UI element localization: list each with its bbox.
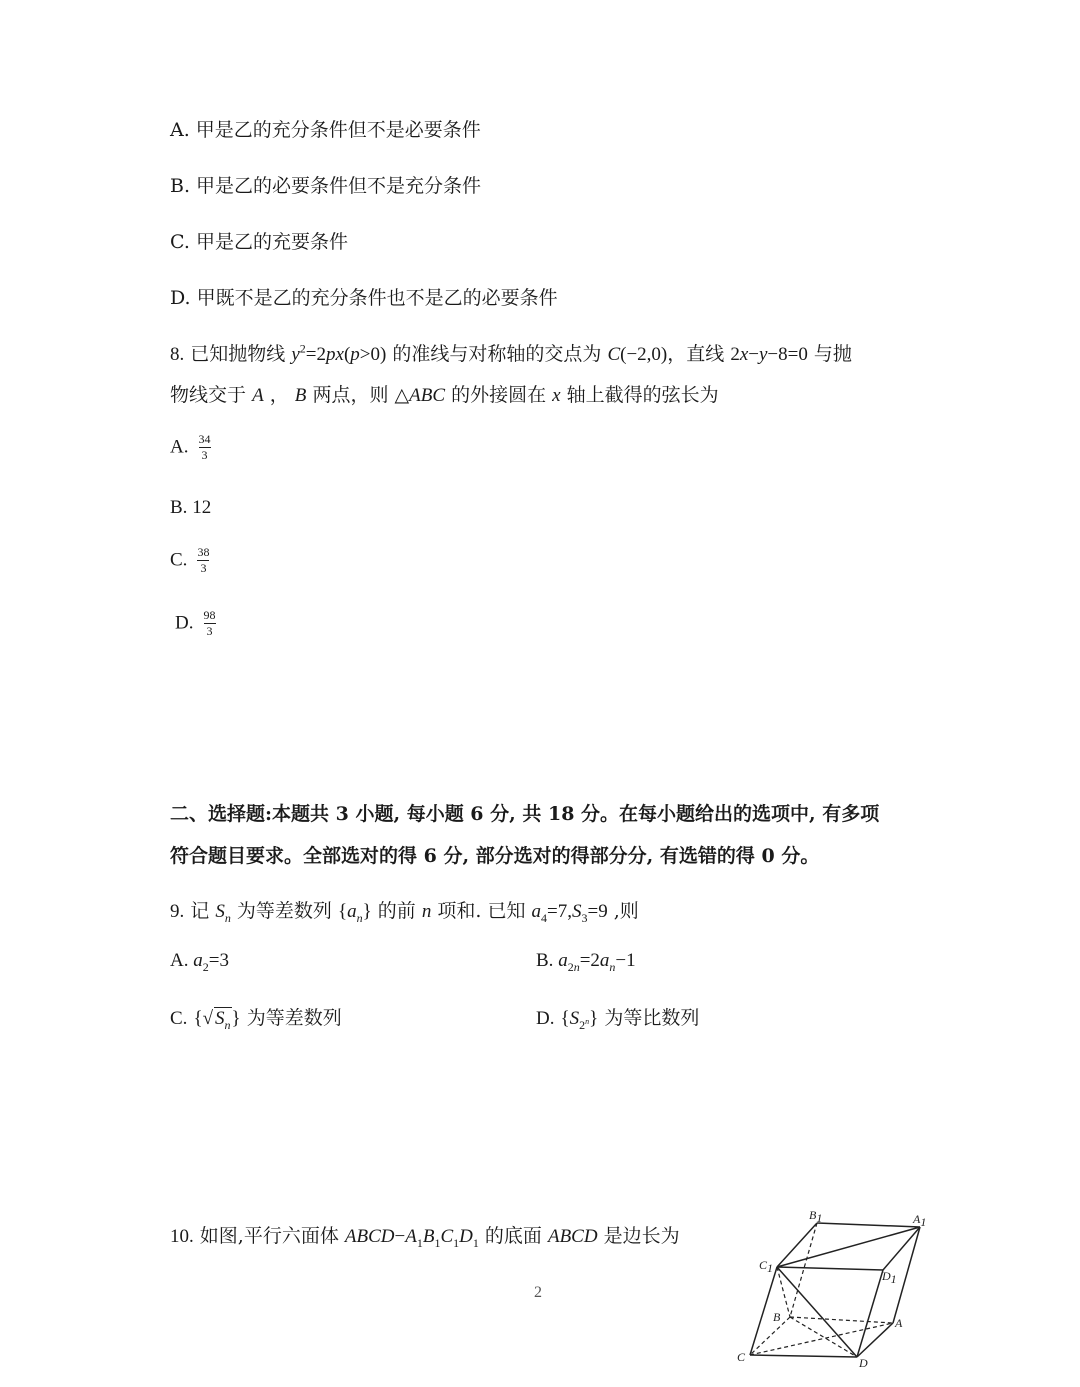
q9-option-a: A. $a_2=3$ <box>170 950 229 974</box>
q8-text: 物线交于 <box>170 384 247 406</box>
q9-text: ,则 <box>613 900 639 922</box>
q9-option-b: B. $a_{2n}=2a_n-1$ <box>536 950 636 974</box>
q7-option-c: C. 甲是乙的充要条件 <box>170 231 348 253</box>
q7-option-b: B. 甲是乙的必要条件但不是充分条件 <box>170 175 482 197</box>
q8-option-c: C. $\frac{38}{3}$ <box>170 545 210 575</box>
q8-stem-line2 <box>170 380 719 407</box>
q8-stem-line1 <box>170 339 852 366</box>
q9-sequence: $\{a_n\}$ <box>337 901 372 925</box>
q9-n: n <box>421 901 432 922</box>
q9-text: 为等差数列 <box>236 900 332 922</box>
q8-option-d: D. $\frac{98}{3}$ <box>175 608 216 638</box>
q9-given: $a_4=7,S_3=9$ <box>531 901 608 925</box>
q9-text: 项和. 已知 <box>437 900 526 922</box>
label-b1: B1 <box>809 1208 823 1225</box>
diag-c1-d <box>777 1267 857 1357</box>
label-a: A <box>895 1316 903 1330</box>
q8-point-a: A <box>252 385 264 406</box>
q9-text: 的前 <box>377 900 416 922</box>
q9-sn: $S_n$ <box>215 901 231 925</box>
q9-option-c: C. {√ $S_n$} 为等差数列 <box>170 1007 342 1032</box>
fraction: $\frac{38}{3}$ <box>197 545 210 575</box>
page-number: 2 <box>534 1284 542 1301</box>
q8-text: 已知抛物线 <box>190 343 286 365</box>
q10-text: 的底面 <box>484 1225 542 1247</box>
hidden-edge-b-a <box>790 1317 893 1323</box>
q8-text: 与抛 <box>813 343 852 365</box>
q8-point-c: C(−2,0) <box>607 344 668 365</box>
label-d1: D1 <box>882 1269 897 1286</box>
label-d: D <box>859 1356 868 1370</box>
q8-option-b: B. 12 <box>170 497 212 518</box>
q9-sqrt-sequence: {√ $S_n$} <box>193 1008 241 1032</box>
q9-stem: 9. 记 $S_n$ 为等差数列 $\{a_n\}$ 的前 n 项和. 已知 $a_4=7,S_3=9$ ,则 <box>170 900 639 925</box>
label-b: B <box>773 1310 781 1324</box>
section2-heading-line2: 符合题目要求。全部选对的得 6 分, 部分选对的得部分分, 有选错的得 0 分。 <box>170 845 820 867</box>
edge-a1-a <box>893 1227 920 1323</box>
q10-solid: $ABCD-A_1B_1C_1D_1$ <box>344 1226 479 1250</box>
q10-text: 如图,平行六面体 <box>199 1225 339 1247</box>
q9-option-d: D. $\{S_{2^n}\}$ 为等比数列 <box>536 1007 700 1032</box>
q8-option-a: A. $\frac{34}{3}$ <box>170 432 211 462</box>
q9-s2n-sequence: $\{S_{2^n}\}$ <box>560 1008 599 1032</box>
hidden-diag-c-a <box>750 1323 893 1355</box>
section2-heading-line1: 二、选择题:本题共 3 小题, 每小题 6 分, 共 18 分。在每小题给出的选项中, 有多项 <box>170 803 880 825</box>
edge-b1-a1 <box>817 1223 920 1227</box>
q8-text: 两点，则 <box>312 384 389 406</box>
q8-text: 轴上截得的弦长为 <box>566 384 719 406</box>
label-c: C <box>737 1350 746 1364</box>
q8-text: 的外接圆在 <box>451 384 547 406</box>
fraction: $\frac{34}{3}$ <box>198 432 211 462</box>
q8-number: 8. <box>170 344 185 365</box>
edge-c1-d1 <box>777 1267 883 1270</box>
q10-text: 是边长为 <box>603 1225 680 1247</box>
q8-text: 的准线与对称轴的交点为 <box>392 343 602 365</box>
q8-parabola-equation: $y^2=2px(p>0)$ <box>291 341 387 365</box>
q7-option-d: D. 甲既不是乙的充分条件也不是乙的必要条件 <box>170 287 558 309</box>
hidden-diag-b-d <box>790 1317 857 1357</box>
fraction: $\frac{98}{3}$ <box>203 608 216 638</box>
label-c1: C1 <box>759 1258 774 1275</box>
q10-base: ABCD <box>547 1226 598 1247</box>
edge-c-d <box>750 1355 857 1357</box>
diag-c1-a1 <box>777 1227 920 1267</box>
q8-text: ， <box>269 384 289 406</box>
label-a1: A1 <box>913 1212 927 1229</box>
q8-text: ，直线 <box>667 343 725 365</box>
q8-x-axis: x <box>552 385 561 406</box>
q9-text: 记 <box>190 900 210 922</box>
q10-stem: 10. 如图,平行六面体 $ABCD-A_1B_1C_1D_1$ 的底面 ABCD 是边长为 <box>170 1225 680 1250</box>
q8-triangle: △ABC <box>394 384 446 406</box>
q8-line-equation: 2x−y−8=0 <box>730 344 808 365</box>
q8-point-b: B <box>294 385 307 406</box>
parallelepiped-figure <box>735 1205 940 1380</box>
q7-option-a: A. 甲是乙的充分条件但不是必要条件 <box>170 119 481 141</box>
